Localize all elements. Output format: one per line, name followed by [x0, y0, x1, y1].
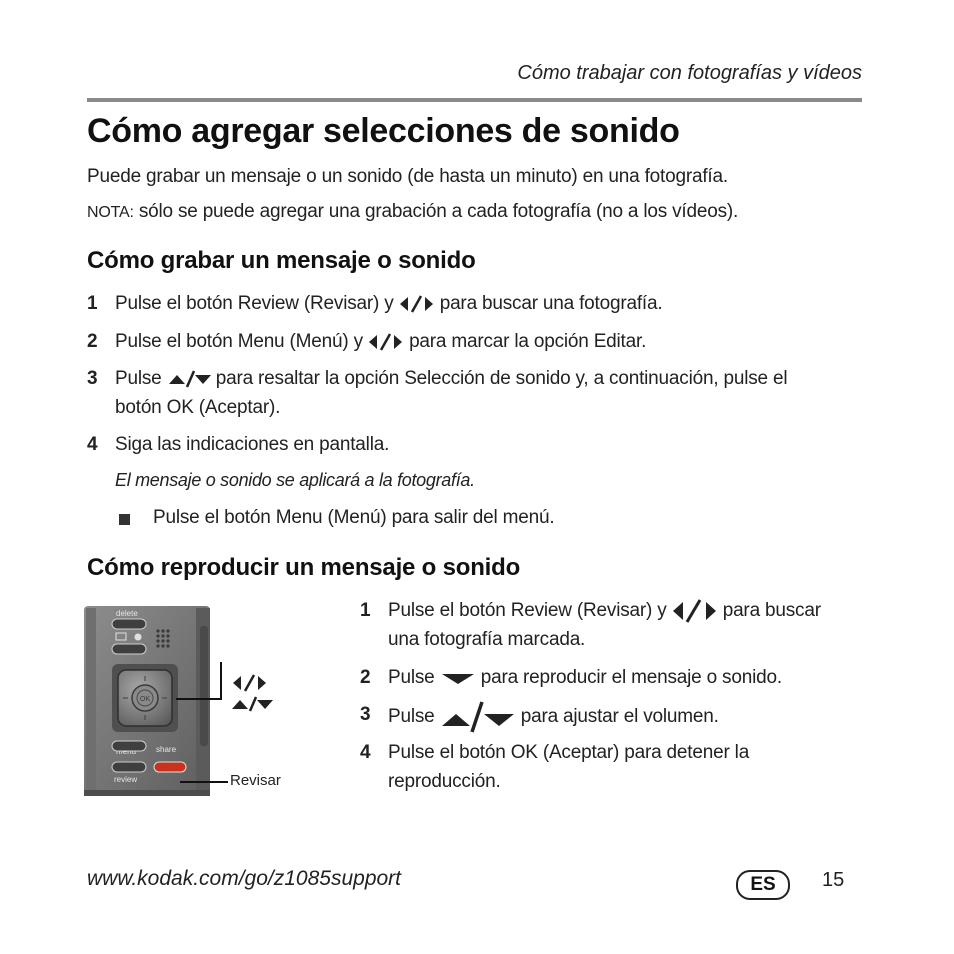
step-text: para ajustar el volumen. [520, 706, 719, 728]
step-number: 3 [360, 704, 371, 725]
step-text-continued: botón OK (Aceptar). [115, 397, 281, 418]
step-text: para buscar [722, 600, 821, 621]
review-button[interactable] [112, 762, 146, 772]
delete-button[interactable] [112, 619, 146, 629]
step-text: Pulse [115, 368, 162, 389]
result-note: El mensaje o sonido se aplicará a la fotografía. [115, 470, 475, 490]
review-button-label: review [114, 775, 138, 784]
section-heading-record: Cómo grabar un mensaje o sonido [87, 247, 476, 274]
step-text: Siga las indicaciones en pantalla. [115, 434, 390, 455]
step-text: Pulse el botón Menu (Menú) y [115, 331, 363, 352]
step-number: 2 [360, 667, 371, 688]
step-text: para buscar una fotografía. [439, 293, 663, 314]
page-title: Cómo agregar selecciones de sonido [87, 112, 680, 150]
review-callout-label: Revisar [230, 772, 281, 789]
callout-line-dpad [176, 698, 222, 700]
step-number: 2 [87, 331, 98, 352]
callout-line-review [180, 781, 228, 783]
menu-button[interactable] [112, 741, 146, 751]
bullet-text: Pulse el botón Menu (Menú) para salir del menú. [153, 507, 555, 528]
step-number: 4 [87, 434, 98, 455]
footer-url: www.kodak.com/go/z1085support [87, 867, 402, 890]
section-heading-play: Cómo reproducir un mensaje o sonido [87, 554, 521, 581]
note-text: sólo se puede agregar una grabación a cada fotografía (no a los vídeos). [138, 201, 739, 222]
page-number: 15 [822, 869, 845, 891]
step-text-continued: reproducción. [388, 771, 501, 792]
bullet-marker [119, 514, 130, 525]
left-right-arrows-icon [399, 294, 435, 314]
step-text: Pulse el botón Review (Revisar) y [388, 600, 667, 621]
left-right-arrows-icon [368, 332, 404, 352]
up-down-arrows-icon [231, 696, 275, 712]
step-text: para resaltar la opción Selección de sonido y, a continuación, pulse el [215, 368, 788, 389]
step-text: para reproducir el mensaje o sonido. [480, 667, 782, 688]
step-text: Pulse el botón OK (Aceptar) para detener la [388, 742, 750, 763]
step-number: 3 [87, 368, 98, 389]
svg-text:OK: OK [140, 696, 151, 703]
left-right-arrows-icon [672, 598, 718, 624]
down-arrow-icon [440, 670, 476, 686]
header-rule [87, 98, 862, 102]
step-text: para marcar la opción Editar. [409, 331, 647, 352]
step-number: 1 [87, 293, 98, 314]
step-number: 4 [360, 742, 371, 763]
note-paragraph [87, 201, 738, 223]
up-down-arrows-icon [440, 700, 516, 734]
up-down-arrows-icon [167, 369, 211, 389]
step-text: Pulse [388, 706, 435, 728]
share-button-label: share [156, 745, 177, 754]
language-badge: ES [736, 870, 790, 900]
step-text-continued: una fotografía marcada. [388, 629, 586, 650]
left-right-arrows-icon [232, 674, 272, 692]
delete-button-label: delete [116, 609, 138, 618]
callout-line-dpad-vertical [220, 662, 222, 700]
flash-button[interactable] [112, 644, 146, 654]
share-button[interactable] [154, 762, 186, 772]
chapter-title: Cómo trabajar con fotografías y vídeos [517, 62, 862, 84]
note-label: NOTA: [87, 204, 134, 221]
step-text: Pulse el botón Review (Revisar) y [115, 293, 394, 314]
step-number: 1 [360, 600, 371, 621]
camera-back-illustration [84, 606, 214, 800]
step-text: Pulse [388, 667, 435, 688]
intro-paragraph: Puede grabar un mensaje o un sonido (de hasta un minuto) en una fotografía. [87, 166, 728, 187]
